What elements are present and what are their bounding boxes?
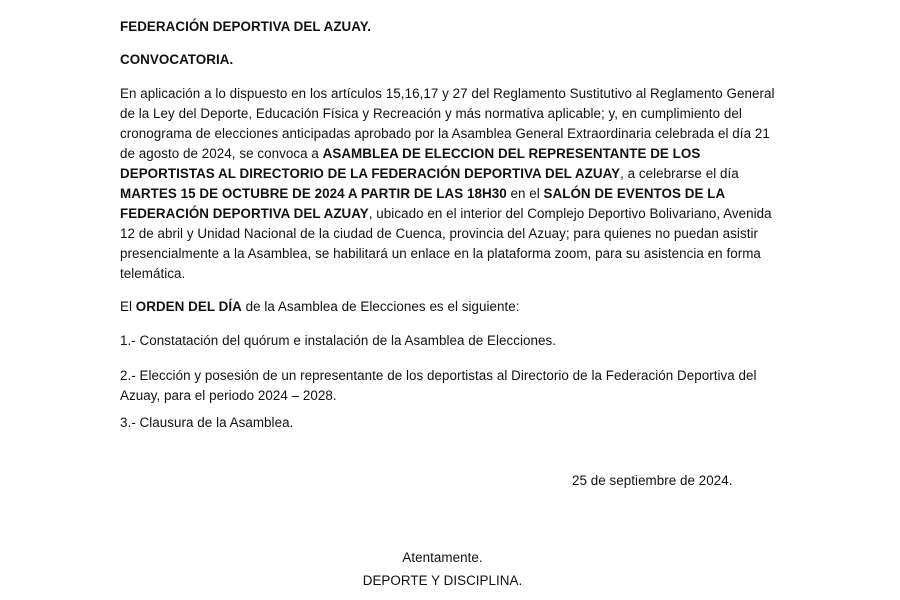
agenda-intro-line <box>120 297 785 317</box>
assembly-venue: SALÓN DE EVENTOS DE LA FEDERACIÓN DEPORTIVA DEL AZUAY <box>120 186 725 221</box>
agenda-item-3: 3.- Clausura de la Asamblea. <box>120 415 294 430</box>
intro-text-3: en el <box>506 186 544 201</box>
order-text-1: El <box>120 299 136 314</box>
agenda-item-2: 2.- Elección y posesión de un representante de los deportistas al Directorio de la Federación Deportiva del Azuay, para el periodo 2024 – 2028. <box>120 368 757 403</box>
call-title: CONVOCATORIA. <box>120 52 234 67</box>
organization-title: FEDERACIÓN DEPORTIVA DEL AZUAY. <box>120 19 372 34</box>
intro-paragraph <box>120 84 785 284</box>
intro-text-1: En aplicación a lo dispuesto en los artículos 15,16,17 y 27 del Reglamento Sustitutivo al Reglamento General de la Ley del Deporte, Educación Física y Recreación y más normativa aplicable; y, en cumplimiento del cronograma de elecciones anticipadas aprobado por la Asamblea General Extraordinaria celebrada el día 21 de agosto de 2024, se convoca a <box>120 86 775 161</box>
document-date: 25 de septiembre de 2024. <box>572 473 733 488</box>
order-text-2: de la Asamblea de Elecciones es el siguiente: <box>241 299 520 314</box>
intro-text-4: , ubicado en el interior del Complejo Deportivo Bolivariano, Avenida 12 de abril y Unidad Nacional de la ciudad de Cuenca, provincia del Azuay; para quienes no puedan asistir presencialmente a la Asamblea, se habilitará un enlace en la plataforma zoom, para su asistencia en forma telemática. <box>120 206 772 281</box>
order-of-day-label: ORDEN DEL DÍA <box>135 299 242 314</box>
closing-salutation: Atentamente. <box>402 550 483 565</box>
agenda-item-1: 1.- Constatación del quórum e instalación de la Asamblea de Elecciones. <box>120 333 557 348</box>
assembly-name: ASAMBLEA DE ELECCION DEL REPRESENTANTE DE LOS DEPORTISTAS AL DIRECTORIO DE LA FEDERACIÓN DEPORTIVA DEL AZUAY <box>120 146 701 181</box>
intro-text-2: , a celebrarse el día <box>620 166 739 181</box>
assembly-datetime: MARTES 15 DE OCTUBRE DE 2024 A PARTIR DE LAS 18H30 <box>120 186 507 201</box>
closing-motto: DEPORTE Y DISCIPLINA. <box>362 573 523 588</box>
